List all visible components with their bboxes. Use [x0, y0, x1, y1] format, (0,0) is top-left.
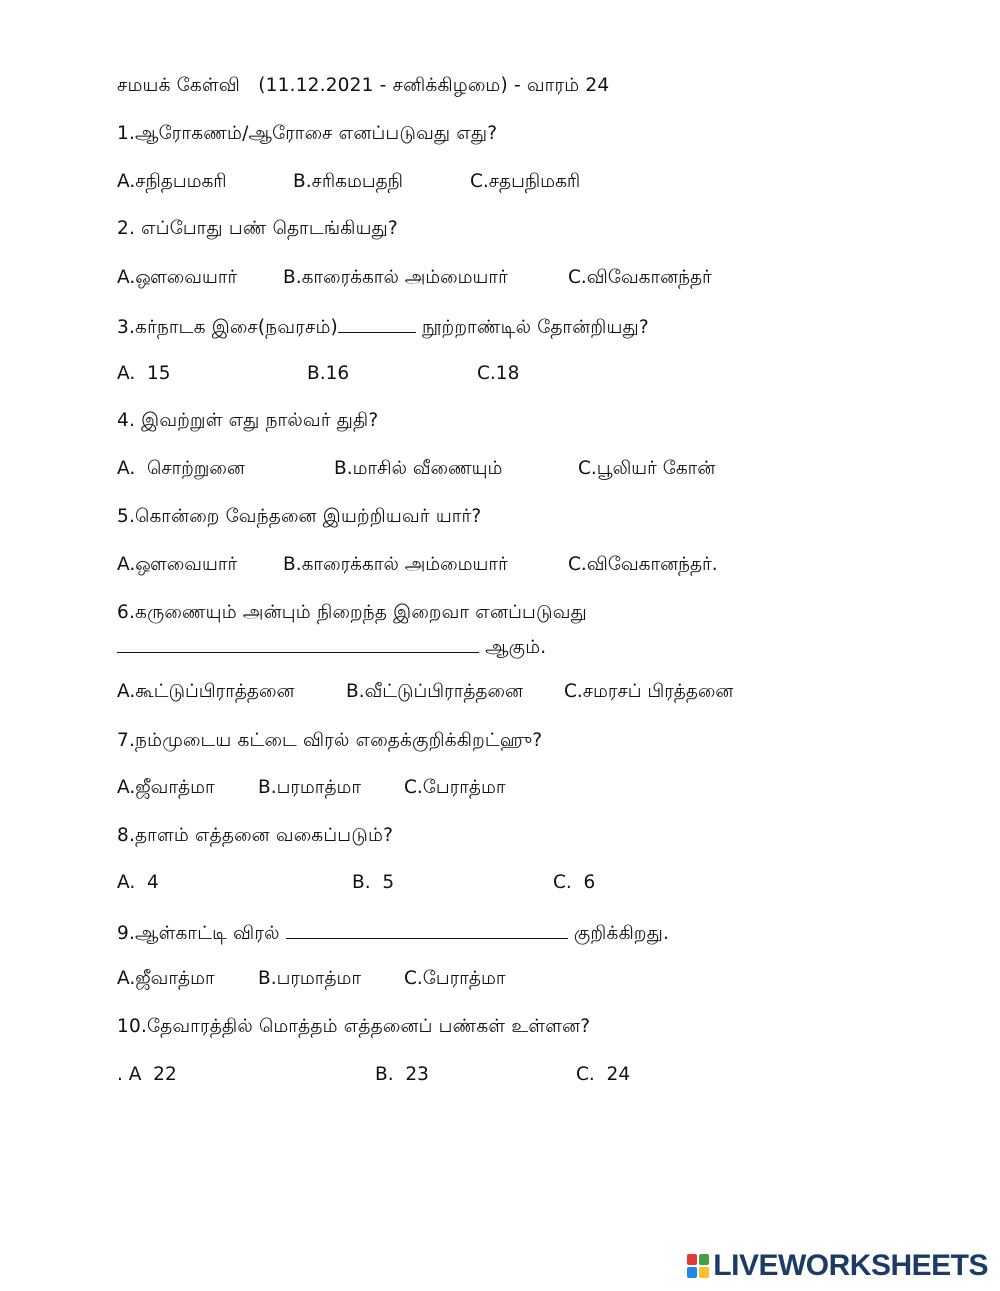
- q3-answer-blank[interactable]: [338, 314, 416, 333]
- q6-option-a: A.கூட்டுப்பிராத்தனை: [117, 681, 295, 702]
- question-7: 7.நம்முடைய கட்டை விரல் எதைக்குறிக்கிறட்ஹு?: [117, 730, 543, 751]
- q6-text-end: ஆகும்.: [479, 637, 547, 658]
- q8-option-c: C. 6: [553, 872, 596, 893]
- q5-option-a: A.ஔவையார்: [117, 554, 238, 575]
- q7-option-b: B.பரமாத்மா: [258, 777, 362, 798]
- question-6-continuation: [117, 634, 546, 660]
- q7-option-c: C.பேராத்மா: [404, 777, 506, 798]
- q6-option-b: B.வீட்டுப்பிராத்தனை: [346, 681, 523, 702]
- q10-option-a: . A 22: [117, 1064, 177, 1085]
- question-6: 6.கருணையும் அன்பும் நிறைந்த இறைவா எனப்படுவது: [117, 602, 587, 623]
- q9-option-c: C.பேராத்மா: [404, 968, 506, 989]
- q6-option-c: C.சமரசப் பிரத்தனை: [564, 681, 734, 702]
- q6-answer-blank[interactable]: [117, 634, 479, 653]
- q1-option-b: B.சரிகமபதநி: [293, 171, 403, 192]
- worksheet-header: சமயக் கேள்வி (11.12.2021 - சனிக்கிழமை) - வாரம் 24: [117, 75, 610, 96]
- question-4: 4. இவற்றுள் எது நால்வர் துதி?: [117, 410, 379, 431]
- question-5: 5.கொன்றை வேந்தனை இயற்றியவர் யார்?: [117, 506, 482, 527]
- question-2: 2. எப்போது பண் தொடங்கியது?: [117, 218, 398, 239]
- q9-text-start: 9.ஆள்காட்டி விரல்: [117, 923, 286, 944]
- q9-answer-blank[interactable]: [286, 920, 568, 939]
- q4-option-c: C.பூலியர் கோன்: [578, 458, 716, 479]
- liveworksheets-brand-text: LIVEWORKSHEETS: [713, 1249, 988, 1282]
- q4-option-b: B.மாசில் வீணையும்: [334, 458, 503, 479]
- q9-text-end: குறிக்கிறது.: [567, 923, 670, 944]
- q8-option-a: A. 4: [117, 872, 159, 893]
- q2-option-c: C.விவேகானந்தர்: [568, 267, 712, 288]
- question-10: 10.தேவாரத்தில் மொத்தம் எத்தனைப் பண்கள் உள்ளன?: [117, 1016, 591, 1037]
- q9-option-b: B.பரமாத்மா: [258, 968, 362, 989]
- q3-text-end: நூற்றாண்டில் தோன்றியது?: [415, 317, 649, 338]
- question-8: 8.தாளம் எத்தனை வகைப்படும்?: [117, 825, 394, 846]
- q8-option-b: B. 5: [352, 872, 395, 893]
- q7-option-a: A.ஜீவாத்மா: [117, 777, 215, 798]
- q9-option-a: A.ஜீவாத்மா: [117, 968, 215, 989]
- q1-option-a: A.சநிதபமகரி: [117, 171, 227, 192]
- question-3: [117, 314, 649, 340]
- q1-option-c: C.சதபநிமகரி: [470, 171, 581, 192]
- q2-option-b: B.காரைக்கால் அம்மையார்: [283, 267, 508, 288]
- q3-text-start: 3.கர்நாடக இசை(நவரசம்): [117, 317, 338, 338]
- q2-option-a: A.ஔவையார்: [117, 267, 238, 288]
- q3-option-c: C.18: [477, 363, 520, 384]
- q10-option-b: B. 23: [375, 1064, 429, 1085]
- liveworksheets-logo-icon: [687, 1254, 709, 1278]
- question-9: [117, 920, 669, 946]
- q3-option-a: A. 15: [117, 363, 171, 384]
- q10-option-c: C. 24: [576, 1064, 631, 1085]
- q5-option-b: B.காரைக்கால் அம்மையார்: [283, 554, 508, 575]
- q4-option-a: A. சொற்றுனை: [117, 458, 245, 479]
- question-1: 1.ஆரோகணம்/ஆரோசை எனப்படுவது எது?: [117, 123, 498, 144]
- q5-option-c: C.விவேகானந்தர்.: [568, 554, 718, 575]
- q3-option-b: B.16: [307, 363, 350, 384]
- liveworksheets-logo: [687, 1249, 988, 1283]
